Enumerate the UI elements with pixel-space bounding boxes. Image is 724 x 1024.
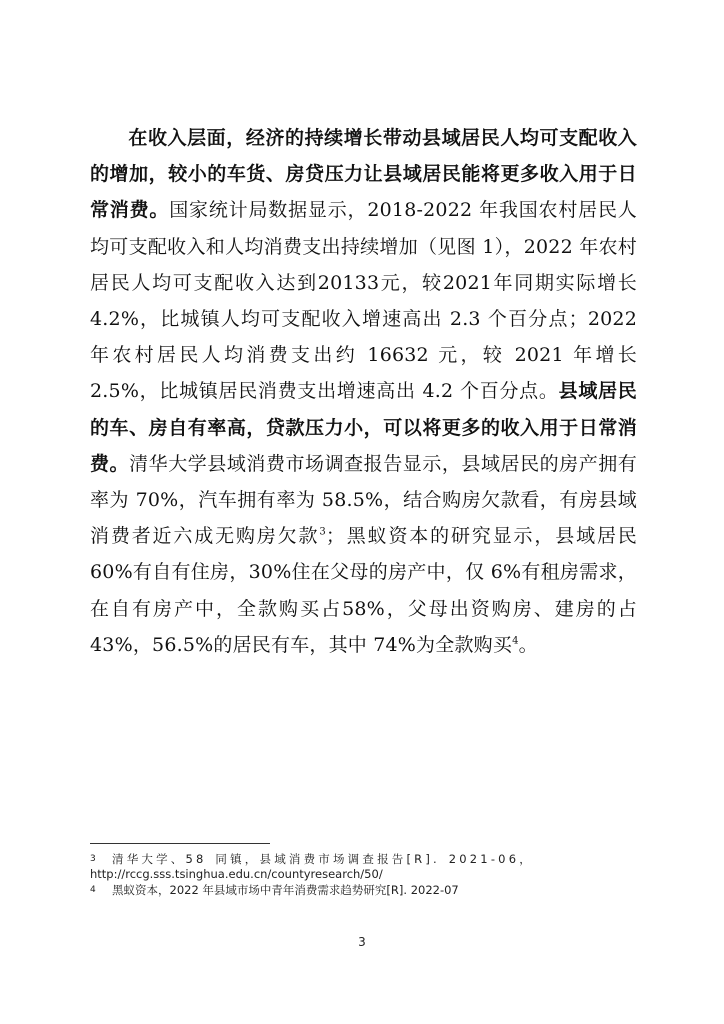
paragraph-text-end: 。 bbox=[518, 633, 538, 656]
body-paragraph bbox=[90, 120, 637, 663]
page-number: 3 bbox=[358, 935, 366, 949]
paragraph-text-3: ；黑蚁资本的研究显示，县域居民 60%有自有住房，30%住在父母的房产中，仅 6%有租房需求，在自有房产中，全款购买占58%，父母出资购房、建房的占 43%，56.5%的居民有车，其中 74%为全款购买 bbox=[90, 525, 637, 656]
footnote-divider bbox=[90, 843, 270, 844]
footnote-4-citation: 黑蚁资本，2022 年县域市场中青年消费需求趋势研究[R]. 2022-07 bbox=[112, 883, 459, 897]
footnote-ref-4[interactable]: 4 bbox=[512, 635, 519, 647]
footnote-4 bbox=[90, 883, 637, 898]
footnote-3 bbox=[90, 852, 637, 882]
footnotes bbox=[90, 852, 637, 899]
footnote-3-link[interactable]: http://rccg.sss.tsinghua.edu.cn/countyresearch/50/ bbox=[90, 867, 383, 881]
paragraph-text-2: 清华大学县域消费市场调查报告显示，县域居民的房产拥有率为 70%，汽车拥有率为 58.5%，结合购房欠款看，有房县域消费者近六成无购房欠款 bbox=[90, 452, 638, 548]
footnote-number: 3 bbox=[90, 854, 96, 864]
footnote-number: 4 bbox=[90, 885, 96, 895]
bold-lead-sentence: 在收入层面，经济的持续增长带动县域居民人均可支配收入的增加，较小的车货、房贷压力让县域居民能将更多收入用于日常消费。 bbox=[90, 127, 637, 222]
footnote-3-citation: 清华大学、58 同镇，县域消费市场调查报告[R]. 2021-06， bbox=[112, 852, 534, 866]
footnote-ref-3[interactable]: 3 bbox=[319, 526, 326, 538]
paragraph-text-1: 国家统计局数据显示，2018-2022 年我国农村居民人均可支配收入和人均消费支出持续增加（见图 1），2022 年农村居民人均可支配收入达到20133元，较2021年同期实际增长4.2%，比城镇人均可支配收入增速高出 2.3 个百分点；2022 年农村居民人均消费支出约 16632 元，较 2021 年增长 2.5%，比城镇居民消费支出增速高出 4.2 个百分点。 bbox=[90, 199, 637, 403]
bold-mid-sentence: 县域居民的车、房自有率高，贷款压力小，可以将更多的收入用于日常消费。 bbox=[90, 380, 637, 475]
